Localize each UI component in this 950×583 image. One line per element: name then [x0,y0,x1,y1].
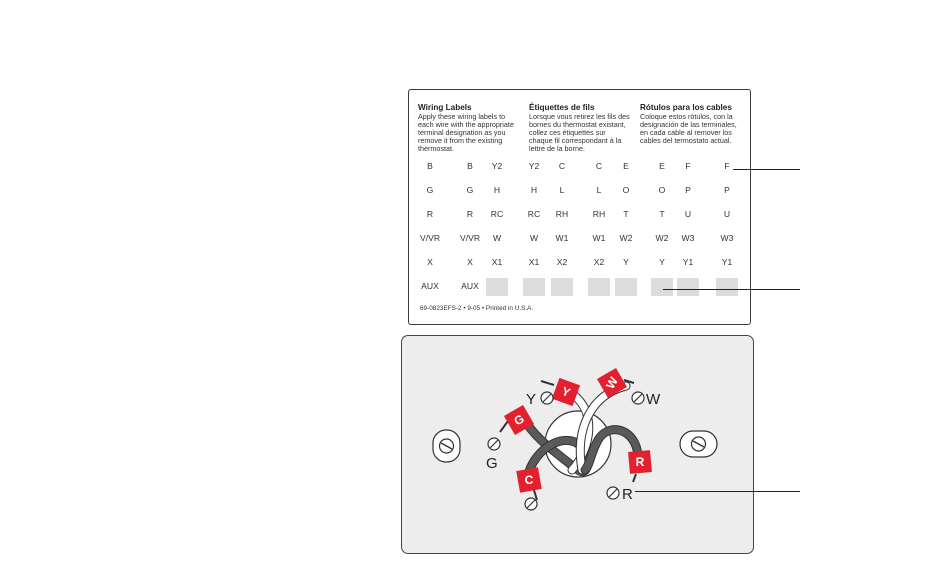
wire-label: E [623,161,629,171]
wire-label: W [492,233,502,243]
wire-label: V/VR [459,233,481,243]
header-english-body: Apply these wiring labels to each wire with the appropriate terminal designation as you remove it from the existing thermostat. [418,112,514,154]
wire-tag-c [516,467,541,492]
wire-label: W2 [655,233,669,243]
header-spanish-body: Coloque estos rótulos, con la designación de las terminales, en cada cable al remover los cables del termostato actual. [640,112,737,146]
wire-label: W3 [681,233,695,243]
wire-label: C [595,161,603,171]
wire-label: Y2 [491,161,503,171]
terminal-screw-r [607,487,619,499]
header-english-title: Wiring Labels [418,103,472,112]
wire-label: X1 [491,257,503,267]
card-footer: 69-0823EFS-2 • 9-05 • Printed in U.S.A. [420,305,534,312]
wire-label: E [659,161,665,171]
header-french-title: Étiquettes de fils [529,103,595,112]
wire-label: O [658,185,666,195]
wire-label: W1 [592,233,606,243]
callout-line-r-terminal [635,491,800,492]
wire-label: X2 [593,257,605,267]
wire-tag-g-letter: G [511,411,527,429]
wire-label: AUX [461,281,479,291]
wire-label: V/VR [419,233,441,243]
wire-tag-y-letter: Y [559,384,573,400]
wire-label: F [724,161,730,171]
wire-label: B [427,161,433,171]
wire-tag-r [628,450,652,474]
wire-label: W3 [720,233,734,243]
wire-label: F [685,161,691,171]
wire-label: U [684,209,692,219]
wire-label: T [659,209,665,219]
wire-label: G [466,185,474,195]
wire-label: W1 [555,233,569,243]
wire-label: Y1 [682,257,694,267]
wire-label: Y [659,257,665,267]
callout-line-blank-labels [663,289,800,290]
wire-label: RH [555,209,569,219]
wires [523,386,638,480]
terminal-screw-y [541,392,553,404]
wire-label: O [622,185,630,195]
wire-label: B [467,161,473,171]
wire-label: RH [592,209,606,219]
wire-tag-r-letter: R [635,455,645,469]
wire-label: X1 [528,257,540,267]
wire-label: U [723,209,731,219]
wire-label: RC [527,209,541,219]
wire-label: P [685,185,691,195]
wire-label: RC [490,209,504,219]
mounting-slot-right [680,431,717,457]
terminal-screw-c [525,498,537,510]
wire-label: L [596,185,602,195]
wire-label: Y1 [721,257,733,267]
wire-label: P [724,185,730,195]
wire-label: G [426,185,434,195]
wire-label: H [530,185,538,195]
wire-tag-w-letter: W [603,374,621,392]
wire-label: X2 [556,257,568,267]
header-spanish-title: Rótulos para los cables [640,103,732,112]
terminal-label-w: W [646,391,661,408]
terminal-label-g: G [486,455,498,472]
wire-label: H [493,185,501,195]
wire-label: X [467,257,473,267]
wire-label: AUX [421,281,439,291]
terminal-screw-w [632,392,644,404]
wire-label: R [426,209,434,219]
terminal-label-y: Y [526,391,537,408]
wire-label: R [466,209,474,219]
header-french-body: Lorsque vous retirez les fils des bornes du thermostat existant, collez ces étiquettes sur chaque fil correspondant à la lettre de la borne. [529,112,630,154]
wire-label: Y2 [528,161,540,171]
wire-label: W2 [619,233,633,243]
wire-label: T [623,209,629,219]
wire-label: X [427,257,433,267]
wire-label: W [529,233,539,243]
callout-line-labels [733,169,800,170]
wire-label: Y [623,257,629,267]
terminal-screw-g [488,438,500,450]
mounting-slot-left [433,430,460,462]
wire-tag-c-letter: C [524,473,534,487]
wire-label: L [559,185,565,195]
terminal-label-r: R [622,486,633,503]
wire-label: C [558,161,566,171]
